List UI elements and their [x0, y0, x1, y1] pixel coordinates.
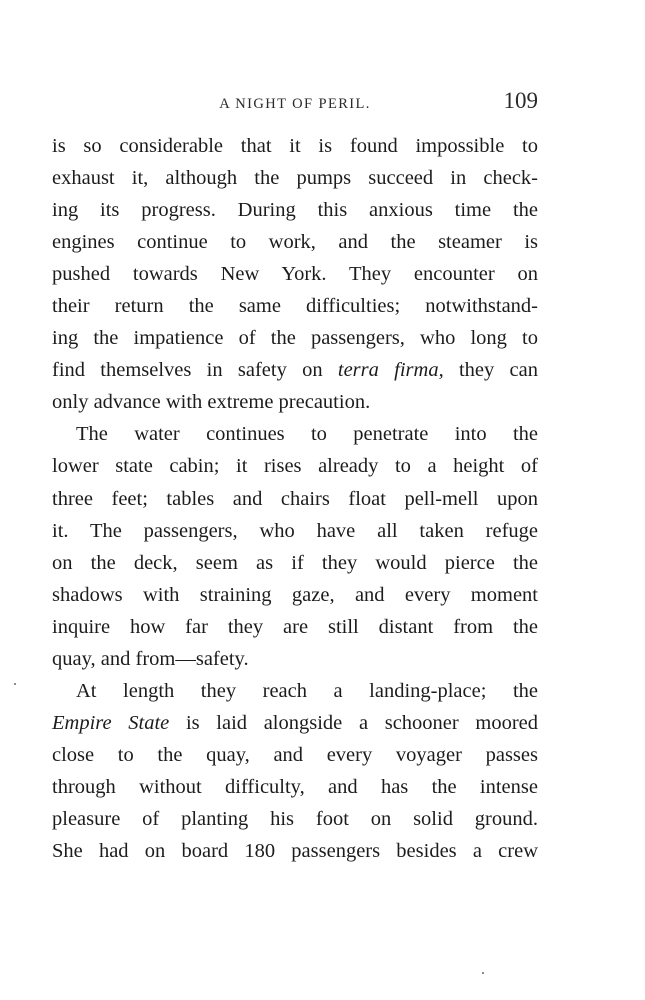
body-text	[52, 130, 538, 867]
running-title: A NIGHT OF PERIL.	[219, 96, 371, 112]
paragraph	[52, 418, 538, 674]
text-line: lower state cabin; it rises already to a height of	[52, 455, 538, 478]
paragraph	[52, 675, 538, 867]
text-line: it. The passengers, who have all taken refuge	[52, 519, 538, 542]
text-line: inquire how far they are still distant from the	[52, 615, 538, 638]
text-line: only advance with extreme precaution.	[52, 391, 371, 414]
text-line: three feet; tables and chairs float pell-mell upon	[52, 487, 538, 510]
text-line: is so considerable that it is found impossible to	[52, 135, 538, 157]
text-line: exhaust it, although the pumps succeed in check-	[52, 167, 538, 190]
text-line: on the deck, seem as if they would pierce the	[52, 551, 538, 574]
text-line: pleasure of planting his foot on solid ground.	[52, 807, 538, 830]
text-line: ing its progress. During this anxious time the	[52, 199, 538, 222]
text-line: ing the impatience of the passengers, who long to	[52, 327, 538, 350]
text-line: shadows with straining gaze, and every moment	[52, 583, 538, 606]
text-line: She had on board 180 passengers besides a crew	[52, 840, 538, 863]
italic-phrase: terra firma,	[337, 359, 444, 382]
text-line: The water continues to penetrate into the	[76, 423, 538, 446]
text-line: find themselves in safety on terra firma, they can	[52, 359, 538, 382]
italic-ship-name: Empire State	[52, 711, 170, 734]
scan-speck	[14, 683, 16, 685]
text-line: engines continue to work, and the steamer is	[52, 231, 538, 254]
paragraph	[52, 130, 538, 418]
text-line: their return the same difficulties; notwithstand-	[52, 295, 538, 318]
page-number: 109	[503, 88, 538, 113]
text-line: through without difficulty, and has the intense	[52, 775, 538, 798]
running-head	[52, 88, 538, 118]
text-line: Empire State is laid alongside a schooner moored	[52, 711, 539, 734]
text-line: At length they reach a landing-place; the	[76, 679, 538, 702]
text-line: pushed towards New York. They encounter on	[52, 263, 538, 286]
text-line: close to the quay, and every voyager passes	[52, 743, 538, 766]
scan-speck	[482, 972, 484, 974]
text-line: quay, and from—safety.	[52, 647, 249, 670]
